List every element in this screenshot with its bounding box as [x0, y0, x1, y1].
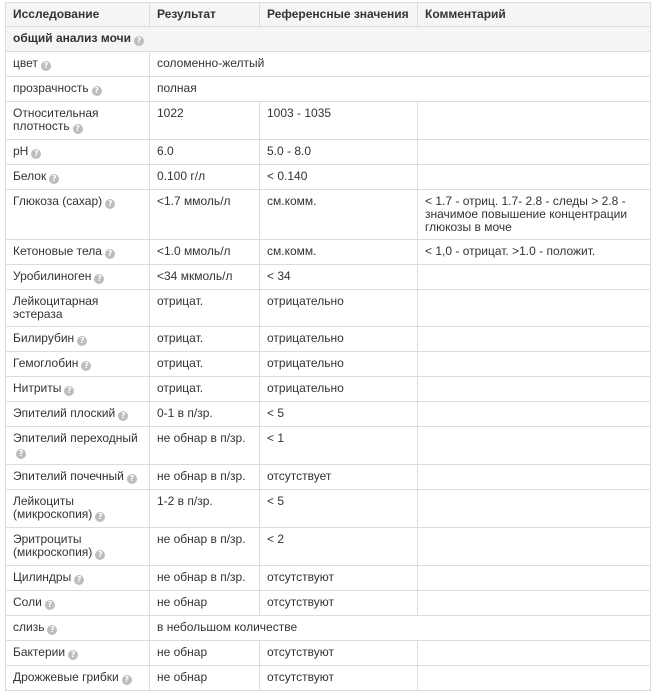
comment-cell-text: < 1.7 - отриц. 1.7- 2.8 - следы > 2.8 - значимое повышение концентрации глюкозы в моче	[425, 194, 628, 234]
result-cell-text: отрицат.	[157, 381, 204, 395]
test-name-cell-text: Глюкоза (сахар)	[13, 194, 103, 208]
table-row	[6, 591, 651, 616]
section-row	[6, 27, 651, 52]
result-cell	[150, 77, 651, 102]
test-name-cell	[6, 190, 150, 240]
help-icon[interactable]: ?	[134, 36, 144, 46]
help-icon[interactable]: ?	[45, 600, 55, 610]
test-name-cell	[6, 290, 150, 327]
help-icon[interactable]: ?	[47, 625, 57, 635]
help-icon[interactable]: ?	[41, 61, 51, 71]
test-name-cell-text: Гемоглобин	[13, 356, 79, 370]
test-name-cell	[6, 352, 150, 377]
result-cell-text: отрицат.	[157, 294, 204, 308]
result-cell	[150, 377, 260, 402]
result-cell	[150, 140, 260, 165]
test-name-cell-text: слизь	[13, 620, 45, 634]
table-row	[6, 165, 651, 190]
test-name-cell-text: Нитриты	[13, 381, 62, 395]
test-name-cell-text: Уробилиноген	[13, 269, 92, 283]
test-name-cell	[6, 52, 150, 77]
help-icon[interactable]: ?	[16, 449, 26, 459]
test-name-cell-text: Кетоновые тела	[13, 244, 102, 258]
reference-cell	[260, 190, 418, 240]
result-cell-text: не обнар в п/зр.	[157, 469, 246, 483]
test-name-cell-text: Бактерии	[13, 645, 66, 659]
result-cell-text: 0-1 в п/зр.	[157, 406, 213, 420]
reference-cell-text: отрицательно	[267, 356, 344, 370]
reference-cell-text: 5.0 - 8.0	[267, 144, 312, 158]
test-name-cell-text: цвет	[13, 56, 38, 70]
table-row	[6, 528, 651, 566]
test-name-cell-text: Эпителий плоский	[13, 406, 116, 420]
comment-cell	[418, 427, 651, 465]
comment-cell	[418, 641, 651, 666]
table-row	[6, 77, 651, 102]
comment-cell	[418, 290, 651, 327]
reference-cell	[260, 427, 418, 465]
test-name-cell-text: прозрачность	[13, 81, 89, 95]
result-cell-text: в небольшом количестве	[157, 620, 298, 634]
result-cell-text: не обнар в п/зр.	[157, 431, 246, 445]
table-row	[6, 402, 651, 427]
comment-cell	[418, 265, 651, 290]
reference-cell	[260, 290, 418, 327]
reference-cell	[260, 140, 418, 165]
table-row	[6, 240, 651, 265]
result-cell	[150, 490, 260, 528]
table-body	[6, 27, 651, 691]
test-name-cell	[6, 140, 150, 165]
result-cell-text: полная	[157, 81, 197, 95]
result-cell-text: отрицат.	[157, 331, 204, 345]
test-name-cell	[6, 240, 150, 265]
test-name-cell	[6, 616, 150, 641]
table-row	[6, 190, 651, 240]
result-cell-text: не обнар в п/зр.	[157, 532, 246, 546]
comment-cell	[418, 190, 651, 240]
result-cell	[150, 666, 260, 691]
result-cell	[150, 641, 260, 666]
help-icon[interactable]: ?	[31, 149, 41, 159]
test-name-cell	[6, 591, 150, 616]
test-name-cell	[6, 102, 150, 140]
table-row	[6, 465, 651, 490]
test-name-cell-text: Лейкоциты (микроскопия)	[13, 494, 93, 521]
reference-cell	[260, 566, 418, 591]
help-icon[interactable]: ?	[77, 336, 87, 346]
help-icon[interactable]: ?	[94, 274, 104, 284]
test-name-cell	[6, 265, 150, 290]
comment-cell	[418, 377, 651, 402]
help-icon[interactable]: ?	[105, 199, 115, 209]
reference-cell-text: отрицательно	[267, 331, 344, 345]
test-name-cell	[6, 465, 150, 490]
result-cell	[150, 465, 260, 490]
test-name-cell-text: Дрожжевые грибки	[13, 670, 119, 684]
header-cell: Исследование	[6, 3, 150, 27]
test-name-cell	[6, 566, 150, 591]
help-icon[interactable]: ?	[64, 386, 74, 396]
reference-cell-text: отсутствуют	[267, 570, 334, 584]
table-row	[6, 265, 651, 290]
table-row	[6, 290, 651, 327]
help-icon[interactable]: ?	[95, 550, 105, 560]
test-name-cell	[6, 165, 150, 190]
help-icon[interactable]: ?	[81, 361, 91, 371]
result-cell	[150, 265, 260, 290]
test-name-cell	[6, 327, 150, 352]
reference-cell	[260, 465, 418, 490]
result-cell-text: не обнар	[157, 645, 208, 659]
comment-cell	[418, 566, 651, 591]
result-cell	[150, 165, 260, 190]
comment-cell	[418, 327, 651, 352]
result-cell	[150, 591, 260, 616]
help-icon[interactable]: ?	[49, 174, 59, 184]
result-cell-text: не обнар	[157, 670, 208, 684]
test-name-cell-text: Белок	[13, 169, 47, 183]
result-cell	[150, 102, 260, 140]
reference-cell	[260, 165, 418, 190]
comment-cell-text: < 1,0 - отрицат. >1.0 - положит.	[425, 244, 596, 258]
section-cell	[6, 27, 651, 52]
test-name-cell	[6, 402, 150, 427]
help-icon[interactable]: ?	[127, 474, 137, 484]
header-cell: Комментарий	[418, 3, 651, 27]
reference-cell	[260, 102, 418, 140]
reference-cell-text: < 1	[267, 431, 285, 445]
test-name-cell	[6, 641, 150, 666]
reference-cell-text: 1003 - 1035	[267, 106, 332, 120]
comment-cell	[418, 352, 651, 377]
reference-cell-text: < 0.140	[267, 169, 308, 183]
header-cell: Результат	[150, 3, 260, 27]
result-cell-text: 0.100 г/л	[157, 169, 206, 183]
test-name-cell	[6, 77, 150, 102]
reference-cell	[260, 327, 418, 352]
reference-cell	[260, 240, 418, 265]
comment-cell	[418, 240, 651, 265]
result-cell-text: не обнар в п/зр.	[157, 570, 246, 584]
reference-cell-text: отрицательно	[267, 294, 344, 308]
test-name-cell-text: Эритроциты (микроскопия)	[13, 532, 93, 559]
section-title: общий анализ мочи	[13, 31, 131, 45]
reference-cell-text: < 5	[267, 494, 285, 508]
reference-cell	[260, 591, 418, 616]
help-icon[interactable]: ?	[95, 512, 105, 522]
reference-cell	[260, 666, 418, 691]
reference-cell	[260, 528, 418, 566]
reference-cell-text: см.комм.	[267, 244, 317, 258]
test-name-cell-text: pH	[13, 144, 29, 158]
test-name-cell	[6, 490, 150, 528]
reference-cell-text: < 34	[267, 269, 291, 283]
result-cell-text: <1.0 ммоль/л	[157, 244, 231, 258]
reference-cell	[260, 265, 418, 290]
comment-cell	[418, 465, 651, 490]
reference-cell	[260, 377, 418, 402]
result-cell	[150, 190, 260, 240]
reference-cell-text: отсутствуют	[267, 670, 334, 684]
reference-cell-text: < 2	[267, 532, 285, 546]
test-name-cell	[6, 666, 150, 691]
comment-cell	[418, 165, 651, 190]
table-row	[6, 566, 651, 591]
help-icon[interactable]: ?	[68, 650, 78, 660]
result-cell	[150, 52, 651, 77]
reference-cell-text: < 5	[267, 406, 285, 420]
comment-cell	[418, 528, 651, 566]
test-name-cell-text: Билирубин	[13, 331, 75, 345]
table-row	[6, 427, 651, 465]
result-cell-text: 6.0	[157, 144, 174, 158]
comment-cell	[418, 666, 651, 691]
result-cell	[150, 427, 260, 465]
table-row	[6, 490, 651, 528]
table-row	[6, 666, 651, 691]
result-cell-text: не обнар	[157, 595, 208, 609]
help-icon[interactable]: ?	[74, 575, 84, 585]
test-name-cell-text: Соли	[13, 595, 42, 609]
result-cell	[150, 327, 260, 352]
test-name-cell-text: Цилиндры	[13, 570, 72, 584]
table-row	[6, 377, 651, 402]
table-row	[6, 102, 651, 140]
test-name-cell	[6, 528, 150, 566]
table-row	[6, 140, 651, 165]
header-cell: Референсные значения	[260, 3, 418, 27]
reference-cell	[260, 352, 418, 377]
reference-cell-text: отсутствуют	[267, 645, 334, 659]
result-cell	[150, 528, 260, 566]
reference-cell	[260, 402, 418, 427]
result-cell	[150, 240, 260, 265]
test-name-cell-text: Эпителий переходный	[13, 431, 138, 445]
result-cell-text: <34 мкмоль/л	[157, 269, 233, 283]
test-name-cell-text: Эпителий почечный	[13, 469, 124, 483]
comment-cell	[418, 402, 651, 427]
result-cell	[150, 290, 260, 327]
result-cell-text: 1-2 в п/зр.	[157, 494, 213, 508]
result-cell-text: 1022	[157, 106, 184, 120]
comment-cell	[418, 591, 651, 616]
result-cell-text: отрицат.	[157, 356, 204, 370]
table-row	[6, 52, 651, 77]
help-icon[interactable]: ?	[118, 411, 128, 421]
result-cell	[150, 402, 260, 427]
results-table	[5, 2, 651, 691]
help-icon[interactable]: ?	[92, 86, 102, 96]
comment-cell	[418, 102, 651, 140]
comment-cell	[418, 490, 651, 528]
test-name-cell-text: Лейкоцитарная эстераза	[13, 294, 99, 321]
reference-cell-text: отсутствуют	[267, 595, 334, 609]
result-cell	[150, 352, 260, 377]
header-row	[6, 3, 651, 27]
comment-cell	[418, 140, 651, 165]
help-icon[interactable]: ?	[105, 249, 115, 259]
reference-cell	[260, 641, 418, 666]
table-row	[6, 616, 651, 641]
test-name-cell	[6, 377, 150, 402]
test-name-cell	[6, 427, 150, 465]
reference-cell-text: отрицательно	[267, 381, 344, 395]
result-cell-text: <1.7 ммоль/л	[157, 194, 231, 208]
table-row	[6, 352, 651, 377]
help-icon[interactable]: ?	[122, 675, 132, 685]
reference-cell	[260, 490, 418, 528]
reference-cell-text: см.комм.	[267, 194, 317, 208]
result-cell	[150, 616, 651, 641]
table-row	[6, 641, 651, 666]
test-name-cell-text: Относительная плотность	[13, 106, 99, 133]
result-cell-text: соломенно-желтый	[157, 56, 265, 70]
help-icon[interactable]: ?	[73, 124, 83, 134]
result-cell	[150, 566, 260, 591]
reference-cell-text: отсутствует	[267, 469, 332, 483]
table-row	[6, 327, 651, 352]
